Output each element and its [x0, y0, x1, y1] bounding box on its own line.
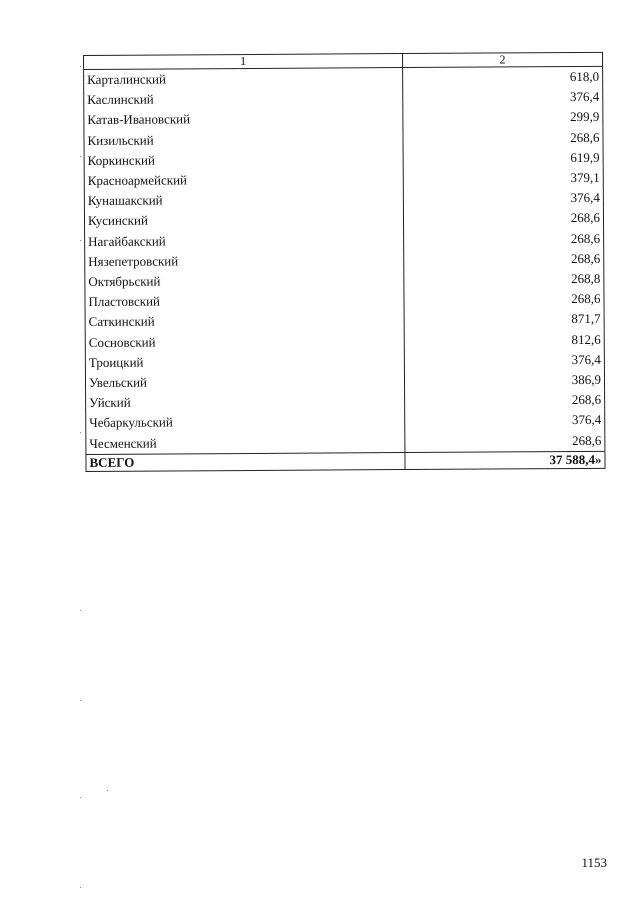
district-value: 268,6 [405, 430, 605, 452]
district-name: Чесменский [86, 432, 405, 455]
scan-speck [80, 700, 81, 701]
district-value: 268,8 [404, 269, 604, 290]
district-name: Чебаркульский [86, 411, 405, 433]
district-name: Пластовский [85, 290, 404, 312]
column-header-2: 2 [402, 52, 602, 67]
district-name: Саткинский [85, 310, 404, 332]
scan-speck [80, 610, 81, 611]
district-name: Каслинский [84, 88, 403, 110]
total-value: 37 588,4» [405, 451, 605, 469]
district-value: 376,4 [403, 188, 603, 209]
district-name: Кизильский [84, 129, 403, 151]
district-value: 812,6 [404, 329, 604, 350]
scan-speck [80, 240, 81, 241]
district-name: Уйский [86, 391, 405, 413]
district-name: Кунашакский [84, 189, 403, 211]
page-number: 1153 [581, 855, 607, 870]
scan-speck [80, 432, 81, 433]
district-value: 268,6 [404, 289, 604, 310]
district-value: 376,4 [404, 350, 604, 371]
district-value: 268,6 [403, 208, 603, 229]
district-name: Коркинский [84, 149, 403, 171]
total-row [86, 451, 605, 471]
district-value: 268,6 [404, 228, 604, 249]
scan-speck [80, 156, 81, 157]
scan-speck [80, 66, 81, 67]
district-name: Карталинский [84, 68, 403, 91]
total-label: ВСЕГО [86, 452, 405, 471]
district-name: Нязепетровский [85, 250, 404, 272]
district-name: Красноармейский [84, 169, 403, 191]
scan-speck [80, 797, 81, 798]
district-value: 871,7 [404, 309, 604, 330]
district-name: Катав-Ивановский [84, 108, 403, 130]
district-value: 376,4 [405, 410, 605, 431]
district-value: 268,6 [403, 127, 603, 148]
district-value: 619,9 [403, 148, 603, 169]
district-name: Увельский [85, 371, 404, 393]
district-value: 376,4 [403, 87, 603, 108]
district-name: Троицкий [85, 351, 404, 373]
district-value: 386,9 [404, 370, 604, 391]
scan-speck [107, 790, 108, 791]
district-name: Сосновский [85, 331, 404, 353]
district-value: 299,9 [403, 107, 603, 128]
district-name: Октябрьский [85, 270, 404, 292]
district-value: 268,6 [404, 249, 604, 270]
column-header-1: 1 [84, 54, 403, 70]
budget-table [83, 52, 606, 472]
district-name: Кусинский [84, 209, 403, 231]
district-value: 379,1 [403, 168, 603, 189]
scan-speck [80, 887, 81, 888]
district-value: 268,6 [405, 390, 605, 411]
table-body [84, 66, 605, 454]
district-value: 618,0 [403, 66, 603, 88]
district-name: Нагайбакский [85, 230, 404, 252]
